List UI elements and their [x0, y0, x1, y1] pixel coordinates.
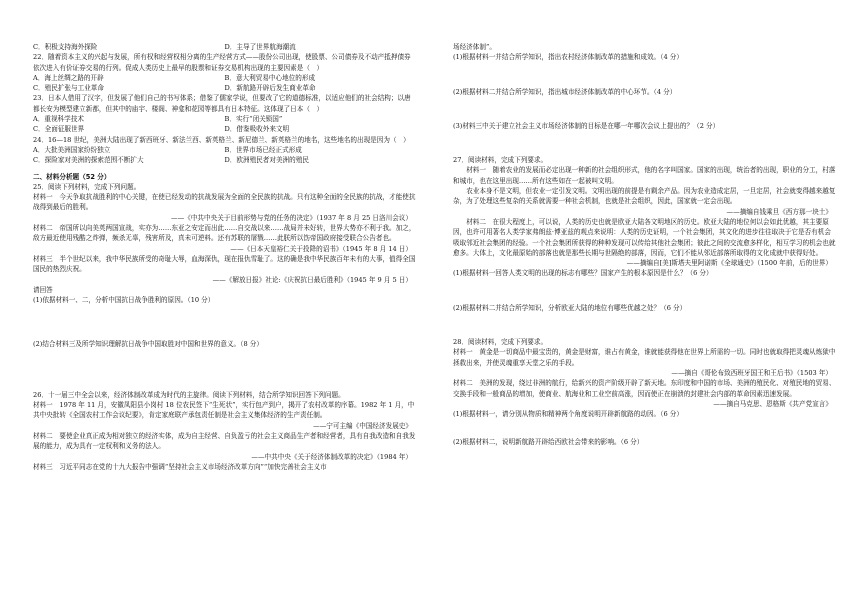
q23-option-a[interactable]: A．重视科学技术 [33, 115, 84, 124]
q28-question-2: (2)根据材料二，说明新航路开辟给西欧社会带来的影响。（6 分） [453, 438, 644, 447]
q26-material-1: 材料一 1978 年 11 月，安徽凤阳县小岗村 18 位农民签下“生死状”，实行包产到户，揭开了农村改革的序幕。1982 年 1 月，中共中央批转《全国农村工作会议纪要》，肯定家庭联产承包责任制是社会主义集体经济的生产责任制。 [33, 401, 415, 420]
q22-option-d[interactable]: D．新航路开辟后发生商业革命 [224, 84, 316, 93]
q28-intro: 28．阅读材料，完成下列要求。 [453, 338, 548, 347]
q25-intro: 25．阅读下列材料，完成下列问题。 [33, 182, 141, 191]
q26-material-2-source: ——中共中央《关于经济体制改革的决定》（1984 年） [251, 452, 412, 461]
q26-intro: 26．十一届三中全会以来，经济体制改革成为时代的主旋律。阅读下列材料，结合所学知识回答下列问题。 [33, 390, 345, 399]
q26-question-3: (3)材料三中关于建立社会主义市场经济体制的目标是在哪一年哪次会议上提出的？（2 分） [453, 121, 720, 130]
q26-material-3-continued: 场经济体制”。 [453, 43, 496, 51]
q23-option-b[interactable]: B．实行“闭关锁国” [224, 115, 283, 124]
q27-material-1-source: ——摘编自钱乘旦《西方那一块土》 [726, 207, 832, 216]
answer-space[interactable] [33, 305, 416, 339]
q28-question-1: (1)根据材料一，请分别从物质和精神两个角度说明开辟新航路的动因。（6 分） [453, 410, 683, 419]
q25-ask: 请回答 [33, 285, 53, 294]
q22-option-b[interactable]: B．意大利贸易中心地位的形成 [224, 73, 316, 82]
q23-option-d[interactable]: D．借鉴吸收外来文明 [224, 125, 290, 134]
q22-option-c[interactable]: C．殖民扩张与工业革命 [33, 84, 104, 93]
q23-options-row1 [33, 114, 416, 124]
q27-material-1b: 农业本身不是文明，但农业一定引发文明。文明出现的前提是有剩余产品。因为农业造成定居，一旦定居，社会就变得越来越复杂，为了处理这些复杂的关系就需要一种社会机制，也就是社会组织，因此，国家就一定会出现。 [453, 187, 836, 206]
q28-material-2: 材料二 美洲的发现，绕过非洲的航行，给新兴的资产阶级开辟了新天地。东印度和中国的市场、美洲的殖民化、对殖民地的贸易、交换手段和一般商品的增加，使商业、航海业和工业空前高涨，因而使正在崩溃的封建社会内部的革命因素迅速发展。 [453, 379, 836, 398]
q24-options-row1 [33, 145, 416, 155]
q25-material-1-source: ——《中共中央关于目前形势与党的任务的决定》（1937 年 8 月 25 日洛川会议） [171, 213, 412, 222]
q26-question-2: (2)根据材料二并结合所学知识，指出城市经济体制改革的中心环节。（4 分） [453, 87, 677, 96]
answer-space[interactable] [453, 419, 836, 437]
q27-intro: 27．阅读材料，完成下列要求。 [453, 156, 548, 165]
q27-question-2: (2)根据材料二并结合所学知识，分析欧亚大陆的地位有哪些优越之处？（6 分） [453, 303, 687, 312]
answer-space[interactable] [453, 63, 836, 87]
answer-space[interactable] [453, 131, 836, 155]
q24-option-a[interactable]: A．大批美洲国家纷纷独立 [33, 145, 111, 154]
q25-question-1: (1)依据材料一、二，分析中国抗日战争胜利的原因。（10 分） [33, 296, 215, 305]
answer-space[interactable] [453, 97, 836, 121]
answer-space[interactable] [453, 313, 836, 337]
q26-question-1: (1)根据材料一并结合所学知识，指出农村经济体制改革的措施和成效。（4 分） [453, 53, 683, 62]
q27-material-1a: 材料一 随着农业的发展而必定出现一种新的社会组织形式，他的名字叫国家。国家的出现，统治者的出现，职业的分工，村落和城市，也在这里出现……所有这些如在一起被叫文明。 [453, 166, 836, 185]
q24-option-b[interactable]: B．世界市场已经正式形成 [224, 145, 302, 154]
answer-space[interactable] [453, 279, 836, 303]
q28-material-1: 材料一 黄金是一切商品中最宝贵的，黄金是财富，谁占有黄金，谁就能获得他在世界上所需的一切。同时也就取得把灵魂从炼狱中拯救出来，并使灵魂重享天堂之乐的手段。 [453, 348, 836, 367]
q26-material-2: 材料二 要使企业真正成为相对独立的经济实体，成为自主经营、自负盈亏的社会主义商品生产者和经营者，具有自我改造和自我发展的能力，成为具有一定权利和义务的法人。 [33, 431, 416, 451]
answer-space[interactable] [33, 350, 416, 390]
q24-option-c[interactable]: C．探险家对美洲的探索范围不断扩大 [33, 156, 144, 165]
q23-options-row2 [33, 124, 416, 134]
q22-option-a[interactable]: A．海上丝绸之路的开辟 [33, 73, 104, 82]
q25-material-2-source: ——《日本天皇裕仁关于投降的诏书》（1945 年 8 月 14 日） [230, 244, 412, 253]
q24-stem: 24．16—18 世纪，美洲大陆出现了新西班牙、新法兰西、新英格兰、新尼德兰、新英格兰的地名，这些地名的出现是因为（ ） [33, 135, 410, 144]
q24-option-d[interactable]: D．欧洲殖民者对美洲的殖民 [224, 156, 309, 165]
q25-material-1: 材料一 今天争取抗战胜利的中心关键，在使已经发动的抗战发展为全面的全民族的抗战。只有这种全面的全民族的抗战，才能使抗战得到最后的胜利。 [33, 193, 416, 212]
q25-question-2: (2)结合材料三及所学知识理解抗日战争中国取胜对中国和世界的意义。（8 分） [33, 340, 263, 349]
section-heading-material-analysis: 二、材料分析题（52 分） [33, 172, 111, 181]
q25-material-2: 材料二 帝国所以向美英两国宣战，实亦为……东亚之安定而出此……自交战以来……战局并未好转，世界大势亦不利于我。加之，敌方最近使用残酷之炸弹，频杀无辜，残害所及，真未可逆料。还有苏联的屠戮……此朕所以饬帝国政府接受联合公告者也。 [33, 224, 416, 243]
q22-stem: 22．随着资本主义的兴起与发展，所有权和经营权相分离的生产经营方式——股份公司出现，使股票、公司债券及不动产抵押债券依次进入有价证券交易的行列。促成人类历史上最早的股票和证券交易机构出现的主要因素是（ ） [33, 53, 411, 72]
q21-options [33, 42, 416, 52]
q24-options-row2 [33, 155, 416, 165]
left-column [33, 42, 416, 472]
q22-options-row1 [33, 73, 416, 83]
q27-material-2-source: ——摘编自[美]斯塔夫里阿诺斯《全球通史》（1500 年前，后的世界） [626, 259, 832, 268]
q21-option-c[interactable]: C．积极支持海外探险 [33, 43, 98, 51]
q28-material-2-source: ——摘自马克思、恩格斯《共产党宣言》 [713, 399, 832, 408]
q27-question-1: (1)根据材料一回答人类文明的出现的标志有哪些？国家产生的根本原因是什么？（6 分） [453, 269, 713, 278]
right-column [453, 42, 836, 448]
q25-material-3: 材料三 半个世纪以来，我中华民族所受的奇耻大辱，血海深仇，现在报仇雪耻了。这的确是我中华民族百年未有的大事，值得全国国民的热烈庆祝。 [33, 254, 416, 274]
q26-material-1-source: ——宁可主编《中国经济发展史》 [313, 421, 412, 430]
q23-stem: 23．日本人借用了汉字，但发展了他们自己的书写体系；借鉴了儒家学说，但要改了它的道德标准，以适应他们的社会结构；以唐都长安为模型建立新都，但其中的庙宇、楼阁、神龛和花园等都具有日本特征。这体现了日本（ ） [33, 94, 411, 113]
q26-material-3: 材料三 习近平同志在党的十九大报告中强调“坚持社会主义市场经济改革方向”“加快完善社会主义市 [33, 462, 327, 471]
q23-option-c[interactable]: C．全面征服世界 [33, 125, 85, 134]
q21-option-d[interactable]: D．主导了世界航海潮流 [224, 43, 296, 51]
q27-material-2: 材料二 在很大程度上，可以说，人类的历史也就是欧亚大陆各文明地区的历史。欧亚大陆的地位何以会如此优越，其主要原因，也许可用著名人类学家弗朗兹·博亚兹的观点来说明：人类的历史证明，一个社会集团，其文化的进步往往取决于它是否有机会吸取邻近社会集团的经验。一个社会集团所获得的种种发现可以传给其他社会集团；彼此之间的交流愈多样化，相互学习的机会也就愈多。大体上，文化最原始的部落也就是那些长期与世隔绝的部落，因而，它们不能从邻近部落所取得的文化成就中获得好处。 [453, 217, 836, 257]
q28-material-1-source: ——摘自《哥伦布致西班牙国王和王后书》（1503 年） [671, 368, 832, 377]
q25-material-3-source: ——《解放日报》社论:《庆祝抗日最后胜利》（1945 年 9 月 5 日） [212, 275, 412, 284]
q22-options-row2 [33, 83, 416, 93]
